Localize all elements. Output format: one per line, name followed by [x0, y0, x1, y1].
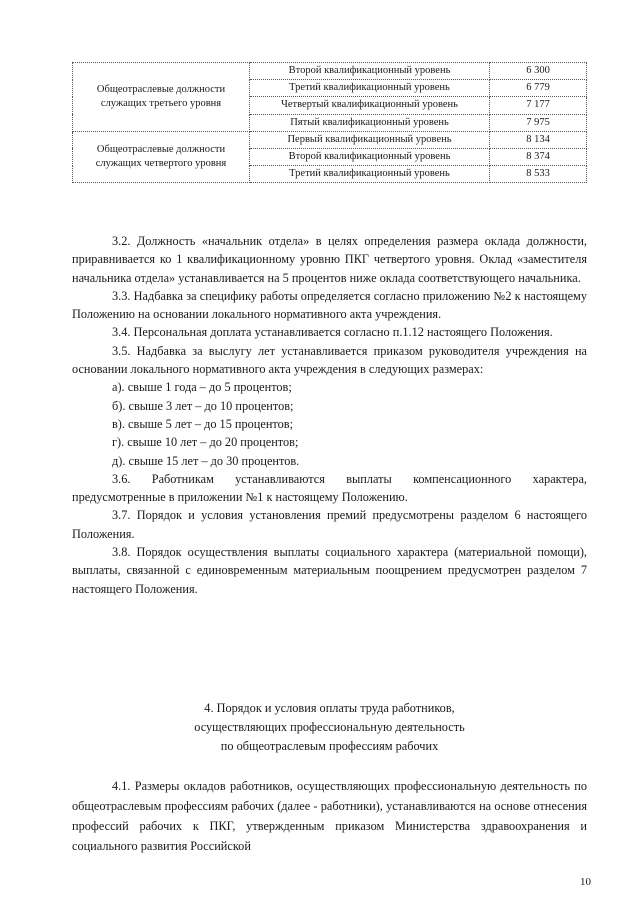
list-item: а). свыше 1 года – до 5 процентов;: [112, 380, 292, 395]
list-item: д). свыше 15 лет – до 30 процентов.: [112, 453, 300, 468]
value-cell: 7 177: [490, 97, 587, 114]
value-cell: 6 300: [490, 63, 587, 80]
list-item: б). свыше 3 лет – до 10 процентов;: [112, 398, 294, 413]
paragraph-3-2: 3.2. Должность «начальник отдела» в целях определения размера оклада должности, приравнивается ко 1 квалификационному уровню ПКГ четвертого уровня. Оклад «заместителя начальника отдела» устанавливается на 5 процентов ниже оклада соответствующего начальника.: [72, 234, 587, 285]
level-cell: Второй квалификационный уровень: [250, 148, 490, 165]
paragraph-3-5: 3.5. Надбавка за выслугу лет устанавливается приказом руководителя учреждения на основании локального нормативного акта учреждения в следующих размерах:: [72, 343, 587, 377]
value-cell: 8 134: [490, 131, 587, 148]
section-title-line: по общеотраслевым профессиям рабочих: [220, 739, 439, 753]
paragraph-3-4: 3.4. Персональная доплата устанавливается согласно п.1.12 настоящего Положения.: [112, 325, 553, 340]
level-cell: Пятый квалификационный уровень: [250, 114, 490, 131]
section3-body: [72, 232, 587, 598]
salary-table: [72, 62, 587, 183]
group-name-cell: Общеотраслевые должности служащих четвертого уровня: [73, 131, 250, 183]
value-cell: 8 374: [490, 148, 587, 165]
value-cell: 6 779: [490, 80, 587, 97]
level-cell: Второй квалификационный уровень: [250, 63, 490, 80]
paragraph-3-7: 3.7. Порядок и условия установления премий предусмотрены разделом 6 настоящего Положения.: [72, 508, 587, 541]
paragraph-3-6: 3.6. Работникам устанавливаются выплаты компенсационного характера, предусмотренные в приложении №1 к настоящему Положению.: [72, 471, 587, 505]
paragraph-3-3: 3.3. Надбавка за специфику работы определяется согласно приложению №2 к настоящему Положению на основании локального нормативного акта учреждения.: [72, 288, 587, 322]
table-row: [73, 63, 587, 80]
value-cell: 8 533: [490, 166, 587, 183]
level-cell: Четвертый квалификационный уровень: [250, 97, 490, 114]
list-item: г). свыше 10 лет – до 20 процентов;: [112, 435, 299, 450]
page-number: 10: [580, 876, 591, 888]
level-cell: Первый квалификационный уровень: [250, 131, 490, 148]
list-item: в). свыше 5 лет – до 15 процентов;: [112, 416, 293, 431]
value-cell: 7 975: [490, 114, 587, 131]
table-row: [73, 131, 587, 148]
section-4-title: [72, 699, 587, 756]
paragraph-4-1: 4.1. Размеры окладов работников, осуществляющих профессиональную деятельность по общеотраслевым профессиям рабочих (далее - работники), устанавливаются на основе отнесения профессий рабочих к ПКГ, утвержденным приказом Министерства здравоохранения и социального развития Российской: [72, 779, 587, 853]
level-cell: Третий квалификационный уровень: [250, 166, 490, 183]
paragraph-3-8: 3.8. Порядок осуществления выплаты социального характера (материальной помощи), выплаты, связанной с единовременным материальным поощрением предусмотрен разделом 7 настоящего Положения.: [72, 545, 587, 596]
section-title-line: осуществляющих профессиональную деятельность: [194, 720, 465, 734]
level-cell: Третий квалификационный уровень: [250, 80, 490, 97]
group-name-cell: Общеотраслевые должности служащих третьего уровня: [73, 63, 250, 132]
section-title-line: 4. Порядок и условия оплаты труда работников,: [204, 701, 455, 715]
section4-body: [72, 776, 587, 856]
